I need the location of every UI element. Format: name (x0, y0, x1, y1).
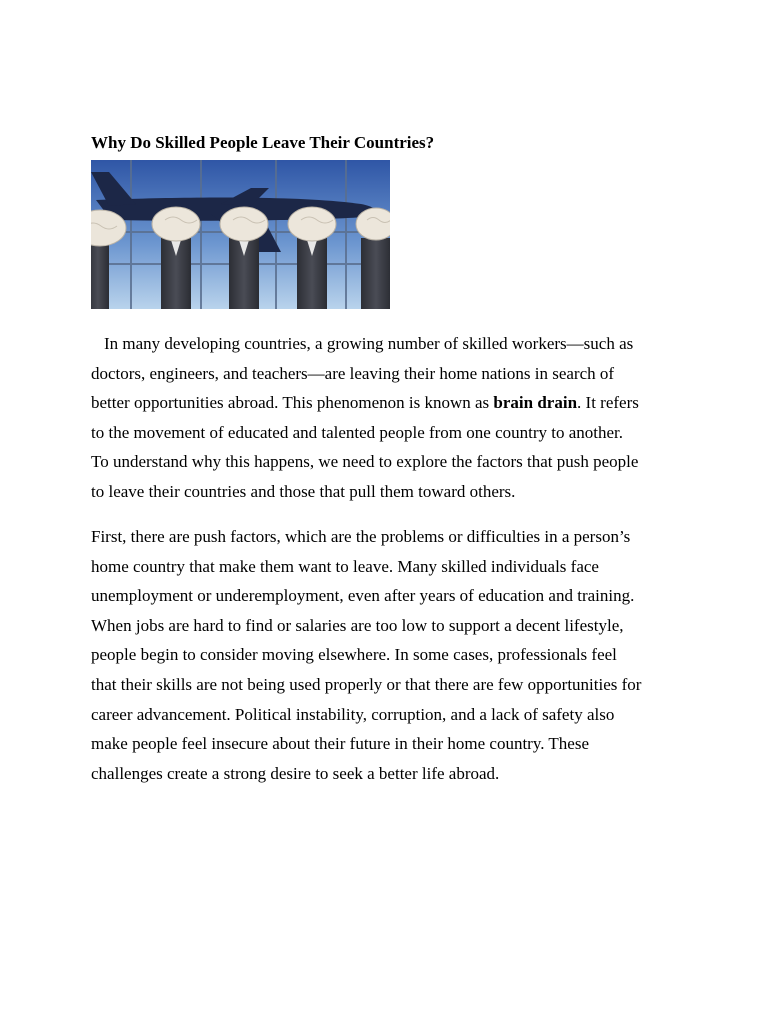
document-title: Why Do Skilled People Leave Their Countries? (91, 133, 435, 152)
text-line: challenges create a strong desire to seek a better life abroad. (91, 763, 500, 783)
text-line: home country that make them want to leave. Many skilled individuals face (91, 556, 599, 576)
text-line: doctors, engineers, and teachers—are leaving their home nations in search of (91, 363, 615, 383)
text-line: In many developing countries, a growing number of skilled workers—such as (104, 334, 634, 353)
text-line: to the movement of educated and talented people from one country to another. (91, 422, 624, 442)
paragraph-intro (91, 329, 691, 507)
text-line: When jobs are hard to find or salaries are too low to support a decent lifestyle, (91, 615, 624, 635)
brain-drain-illustration (91, 160, 390, 309)
text-line: To understand why this happens, we need to explore the factors that push people (91, 452, 639, 472)
text-line (91, 388, 691, 418)
bold-term: brain drain (493, 393, 578, 413)
text-line: that their skills are not being used properly or that there are few opportunities for (91, 674, 642, 694)
text-line: to leave their countries and those that pull them toward others. (91, 481, 516, 501)
text-segment: . It refers (577, 393, 639, 413)
text-line: First, there are push factors, which are the problems or difficulties in a person’s (91, 527, 631, 546)
text-line: career advancement. Political instability, corruption, and a lack of safety also (91, 704, 615, 724)
text-segment: better opportunities abroad. This phenomenon is known as (91, 393, 494, 413)
text-line: make people feel insecure about their future in their home country. These (91, 734, 590, 754)
paragraph-push-factors (91, 522, 691, 788)
text-line: unemployment or underemployment, even after years of education and training. (91, 586, 635, 606)
text-line: people begin to consider moving elsewhere. In some cases, professionals feel (91, 645, 617, 665)
